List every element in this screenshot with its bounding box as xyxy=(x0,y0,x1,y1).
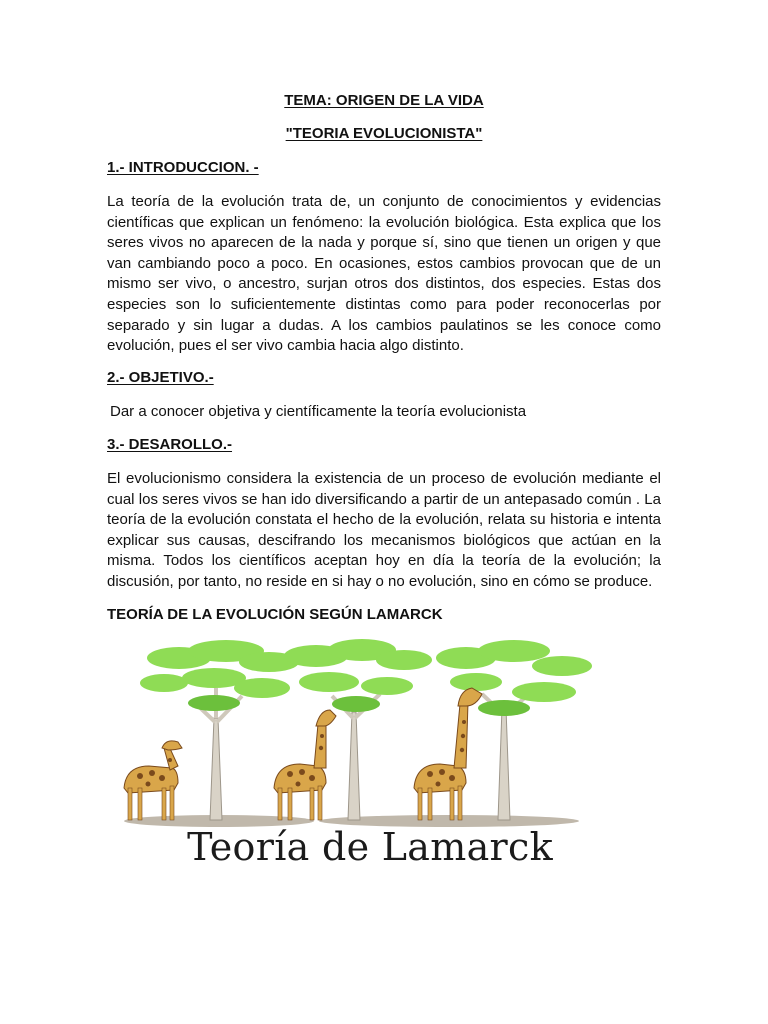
giraffe-medium-neck xyxy=(274,710,336,820)
section-body-introduccion: La teoría de la evolución trata de, un conjunto de conocimientos y evidencias científicas que explican un fenómeno: la evolución biológica. Esta explica que los seres vivos no aparecen de la nada y porque sí, sino que tienen un origen y que van cambiando poco a poco. En ocasiones, estos cambios provocan que de un mismo ser vivo, o ancestro, surjan otros dos distintos, dos especies. Estas dos especies son lo suficientemente distintas como para poder reconocerlas por separado y sin lugar a dudas. A los cambios paulatinos se les conoce como evolución, pues el ser vivo cambia hacia algo distinto. xyxy=(107,193,661,355)
section-body-desarollo: El evolucionismo considera la existencia de un proceso de evolución mediante el cual los seres vivos se han ido diversificando a partir de un antepasado común . La teoría de la evolución constata el hecho de la evolución, relata su historia e intenta explicar sus causas, descifrando los mecanismos biológicos que actúan en la misma. Todos los científicos aceptan hoy en día la teoría de la evolución; la discusión, por tanto, no reside en si hay o no evolución, sino en cómo se produce. xyxy=(107,470,661,590)
section-body-objetivo: Dar a conocer objetiva y científicamente la teoría evolucionista xyxy=(110,403,527,420)
subsection-heading-lamarck: TEORÍA DE LA EVOLUCIÓN SEGÚN LAMARCK xyxy=(107,606,443,623)
document-subtitle: "TEORIA EVOLUCIONISTA" xyxy=(285,125,483,142)
giraffe-short-neck xyxy=(124,741,182,820)
section-heading-objetivo: 2.- OBJETIVO.- xyxy=(107,369,214,386)
document-title: TEMA: ORIGEN DE LA VIDA xyxy=(284,92,484,109)
figure-caption: Teoría de Lamarck xyxy=(187,825,553,869)
tree-2 xyxy=(284,639,432,820)
section-heading-desarollo: 3.- DESAROLLO.- xyxy=(107,436,233,453)
giraffe-long-neck xyxy=(414,688,482,820)
section-heading-introduccion: 1.- INTRODUCCION. - xyxy=(107,159,259,176)
lamarck-figure xyxy=(104,638,636,878)
